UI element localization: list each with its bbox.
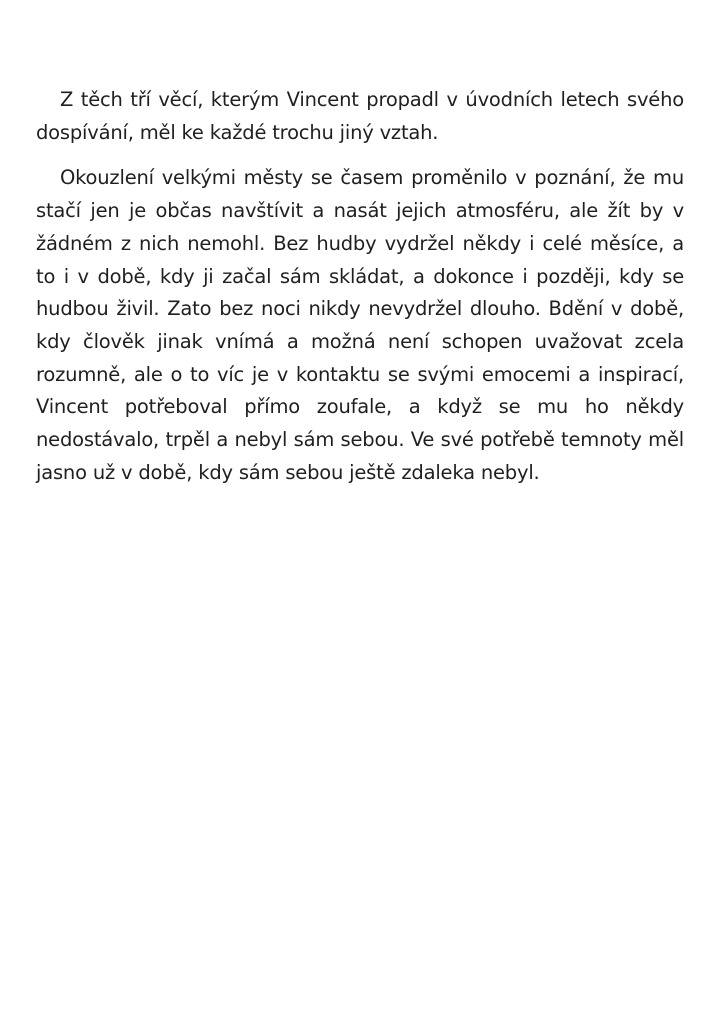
paragraph-2: Okouzlení velkými městy se časem proměnilo v poznání, že mu stačí jen je občas navštívit a nasát jejich atmosféru, ale žít by v žádném z nich nemohl. Bez hudby vydržel někdy i celé měsíce, a to i v době, kdy ji začal sám skládat, a dokonce i později, kdy se hudbou živil. Zato bez noci nikdy nevydržel dlouho. Bdění v době, kdy člověk jinak vnímá a možná není schopen uvažovat zcela rozumně, ale o to víc je v kontaktu se svými emocemi a inspirací, Vincent potřeboval přímo zoufale, a když se mu ho někdy nedostávalo, trpěl a nebyl sám sebou. Ve své potřebě temnoty měl jasno už v době, kdy sám sebou ještě zdaleka nebyl.	[36, 166, 684, 484]
paragraph-1: Z těch tří věcí, kterým Vincent propadl v úvodních letech svého dospívání, měl ke každé trochu jiný vztah.	[36, 88, 684, 144]
body-text	[36, 84, 684, 489]
